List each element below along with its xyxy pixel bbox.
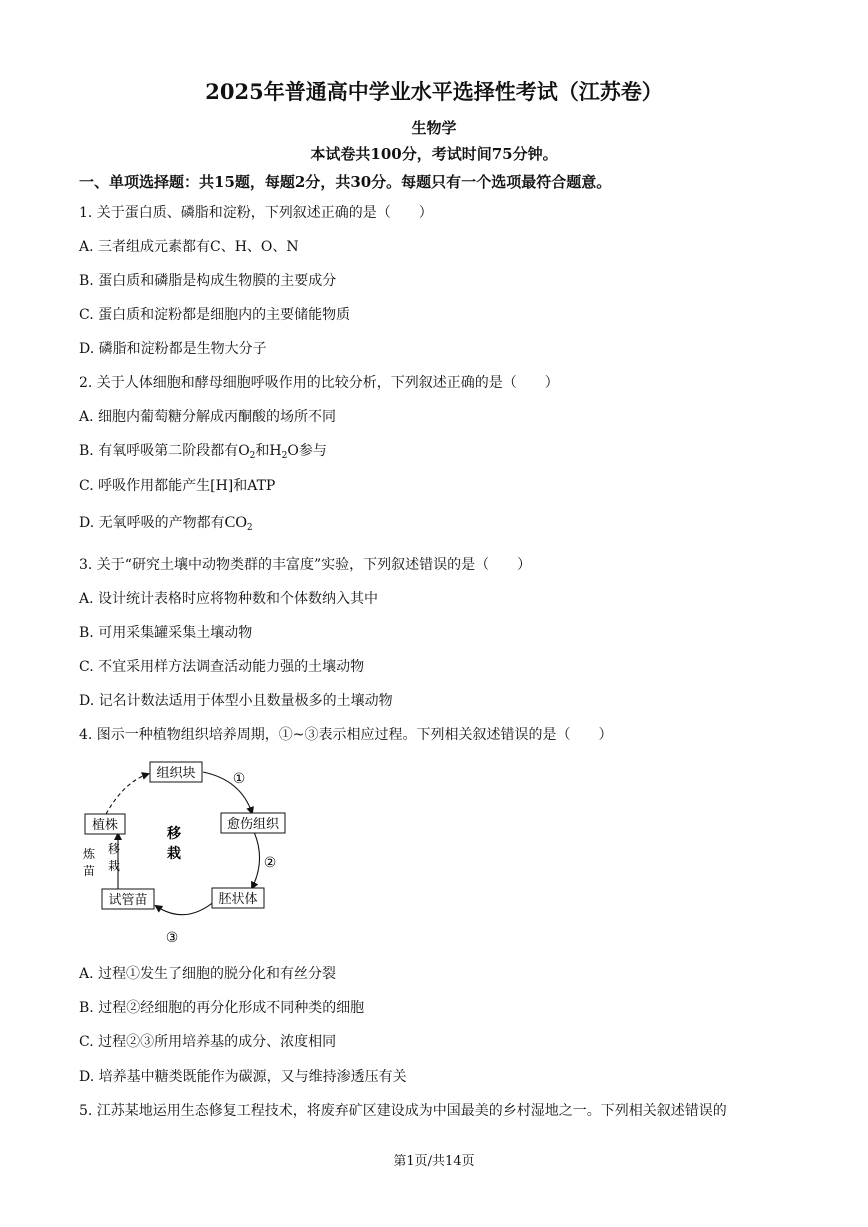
q4-option-a: A. 过程①发生了细胞的脱分化和有丝分裂	[79, 966, 337, 982]
q2-b-sub2: 2	[281, 451, 288, 461]
page-footer: 第1页/共14页	[393, 1154, 475, 1169]
q2-d-prefix: D. 无氧呼吸的产物都有	[79, 515, 225, 531]
subject-title: 生物学	[411, 119, 457, 137]
q2-b-sub1: 2	[249, 451, 256, 461]
arrow-step3	[156, 900, 216, 915]
node-seedling: 试管苗	[108, 893, 148, 908]
section-heading: 一、单项选择题：共15题，每题2分，共30分。每题只有一个选项最符合题意。	[79, 173, 612, 191]
arrow-step2	[252, 832, 260, 888]
q4-option-c: C. 过程②③所用培养基的成分、浓度相同	[79, 1034, 337, 1050]
arrow-transplant-dashed	[106, 774, 148, 814]
node-plant: 植株	[91, 818, 119, 833]
q1-option-d: D. 磷脂和淀粉都是生物大分子	[79, 341, 267, 357]
q1-stem: 1. 关于蛋白质、磷脂和淀粉，下列叙述正确的是（ ）	[79, 205, 433, 221]
q2-option-c: C. 呼吸作用都能产生[H]和ATP	[79, 478, 276, 494]
q1-option-a: A. 三者组成元素都有C、H、O、N	[79, 239, 299, 255]
q2-option-b	[79, 440, 327, 461]
q1-option-c: C. 蛋白质和淀粉都是细胞内的主要储能物质	[79, 307, 351, 323]
q2-option-a: A. 细胞内葡萄糖分解成丙酮酸的场所不同	[79, 409, 337, 425]
q2-stem: 2. 关于人体细胞和酵母细胞呼吸作用的比较分析，下列叙述正确的是（ ）	[79, 375, 559, 391]
q2-b-mid: 和H	[255, 443, 282, 459]
q3-option-d: D. 记名计数法适用于体型小且数量极多的土壤动物	[79, 693, 393, 709]
q4-option-b: B. 过程②经细胞的再分化形成不同种类的细胞	[79, 1000, 365, 1016]
q2-d-sub: 2	[246, 523, 253, 533]
q2-b-suffix: O参与	[287, 443, 327, 459]
center-label-2: 栽	[167, 846, 181, 862]
center-label-1: 移	[167, 826, 181, 842]
node-embryoid: 胚状体	[218, 892, 258, 907]
harden-label-1: 炼	[82, 847, 96, 861]
q5-stem: 5. 江苏某地运用生态修复工程技术，将废弃矿区建设成为中国最美的乡村湿地之一。下列相关叙述错误的	[79, 1103, 727, 1119]
q4-stem: 4. 图示一种植物组织培养周期，①~③表示相应过程。下列相关叙述错误的是（ ）	[79, 727, 613, 743]
transplant-label-2: 栽	[107, 859, 121, 873]
tissue-culture-cycle-diagram	[76, 756, 296, 950]
q2-option-d	[79, 512, 253, 533]
exam-info: 本试卷共100分，考试时间75分钟。	[310, 145, 558, 163]
exam-title: 2025年普通高中学业水平选择性考试（江苏卷）	[205, 79, 663, 104]
q2-d-formula: CO	[224, 514, 247, 531]
node-callus: 愈伤组织	[226, 817, 280, 832]
harden-label-2: 苗	[82, 864, 96, 878]
transplant-label-1: 移	[107, 842, 121, 856]
q3-stem: 3. 关于“研究土壤中动物类群的丰富度”实验，下列叙述错误的是（ ）	[79, 557, 532, 573]
q3-option-b: B. 可用采集罐采集土壤动物	[79, 625, 253, 641]
step3-marker: ③	[165, 930, 179, 946]
q3-option-c: C. 不宜采用样方法调查活动能力强的土壤动物	[79, 659, 365, 675]
q4-option-d: D. 培养基中糖类既能作为碳源，又与维持渗透压有关	[79, 1069, 407, 1085]
q3-option-a: A. 设计统计表格时应将物种数和个体数纳入其中	[79, 591, 379, 607]
q1-option-b: B. 蛋白质和磷脂是构成生物膜的主要成分	[79, 273, 337, 289]
node-tissue: 组织块	[156, 766, 196, 781]
q2-b-prefix: B. 有氧呼吸第二阶段都有O	[79, 443, 250, 459]
step1-marker: ①	[232, 771, 246, 787]
step2-marker: ②	[263, 855, 277, 871]
